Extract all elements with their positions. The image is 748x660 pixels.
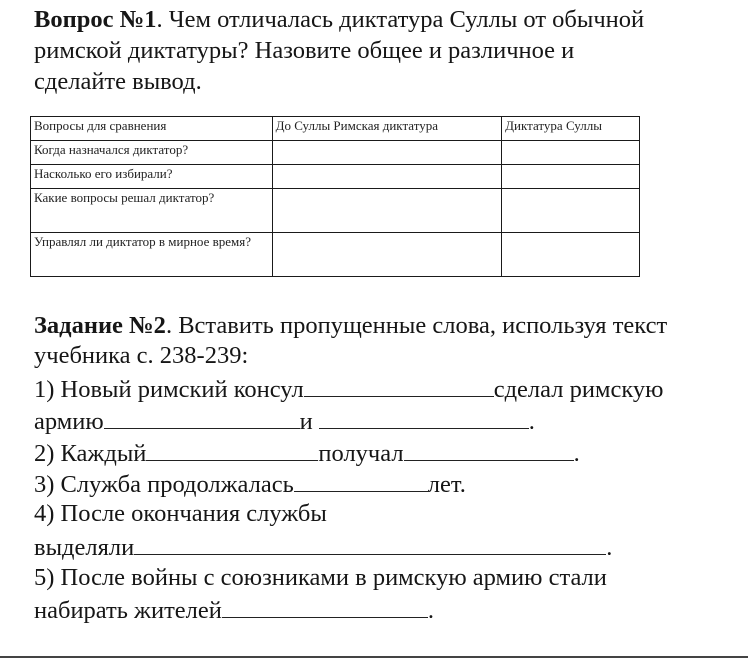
task2-item4: 4) После окончания службы bbox=[34, 500, 327, 527]
task2-item5-cont: набирать жителей . bbox=[34, 597, 435, 624]
fill-in-blank[interactable] bbox=[104, 406, 300, 429]
task2-item2: 2) Каждый получал . bbox=[34, 440, 580, 467]
answer-cell[interactable] bbox=[502, 165, 640, 189]
table-row bbox=[31, 189, 640, 233]
task2-item1: 1) Новый римский консул сделал римскую bbox=[34, 376, 664, 403]
task2-item3: 3) Служба продолжалась лет. bbox=[34, 471, 466, 498]
answer-cell[interactable] bbox=[272, 233, 502, 277]
task2-item4-cont: выделяли . bbox=[34, 534, 613, 561]
table-row bbox=[31, 165, 640, 189]
answer-cell[interactable] bbox=[502, 141, 640, 165]
question1-line3: сделайте вывод. bbox=[34, 68, 202, 95]
fill-in-blank[interactable] bbox=[146, 438, 318, 461]
task2-label: Задание №2 bbox=[34, 312, 166, 339]
fill-in-blank[interactable] bbox=[404, 438, 574, 461]
answer-cell[interactable] bbox=[272, 141, 502, 165]
comparison-table bbox=[30, 116, 640, 277]
table-cell: Насколько его избирали? bbox=[31, 165, 273, 189]
question1-label: Вопрос №1 bbox=[34, 6, 157, 33]
fill-in-blank[interactable] bbox=[319, 406, 529, 429]
question1-line1: Вопрос №1. Чем отличалась диктатура Суллы от обычной bbox=[34, 6, 645, 33]
fill-in-blank[interactable] bbox=[134, 532, 606, 555]
answer-cell[interactable] bbox=[272, 165, 502, 189]
answer-cell[interactable] bbox=[272, 189, 502, 233]
fill-in-blank[interactable] bbox=[294, 469, 428, 492]
answer-cell[interactable] bbox=[502, 233, 640, 277]
fill-in-blank[interactable] bbox=[222, 595, 428, 618]
task2-item1-cont: армию и . bbox=[34, 408, 535, 435]
table-cell: Управлял ли диктатор в мирное время? bbox=[31, 233, 273, 277]
task2-item5: 5) После войны с союзниками в римскую армию стали bbox=[34, 564, 607, 591]
question1-line2: римской диктатуры? Назовите общее и различное и bbox=[34, 37, 575, 64]
table-header-cell: Диктатура Суллы bbox=[502, 117, 640, 141]
task2-line1: Задание №2. Вставить пропущенные слова, используя текст bbox=[34, 312, 668, 339]
task2-line2: учебника с. 238-239: bbox=[34, 342, 249, 369]
answer-cell[interactable] bbox=[502, 189, 640, 233]
fill-in-blank[interactable] bbox=[304, 374, 494, 397]
table-cell: Когда назначался диктатор? bbox=[31, 141, 273, 165]
table-header-row bbox=[31, 117, 640, 141]
table-row bbox=[31, 233, 640, 277]
table-cell: Какие вопросы решал диктатор? bbox=[31, 189, 273, 233]
page-divider bbox=[0, 656, 748, 658]
table-row bbox=[31, 141, 640, 165]
table-header-cell: Вопросы для сравнения bbox=[31, 117, 273, 141]
table-header-cell: До Суллы Римская диктатура bbox=[272, 117, 502, 141]
